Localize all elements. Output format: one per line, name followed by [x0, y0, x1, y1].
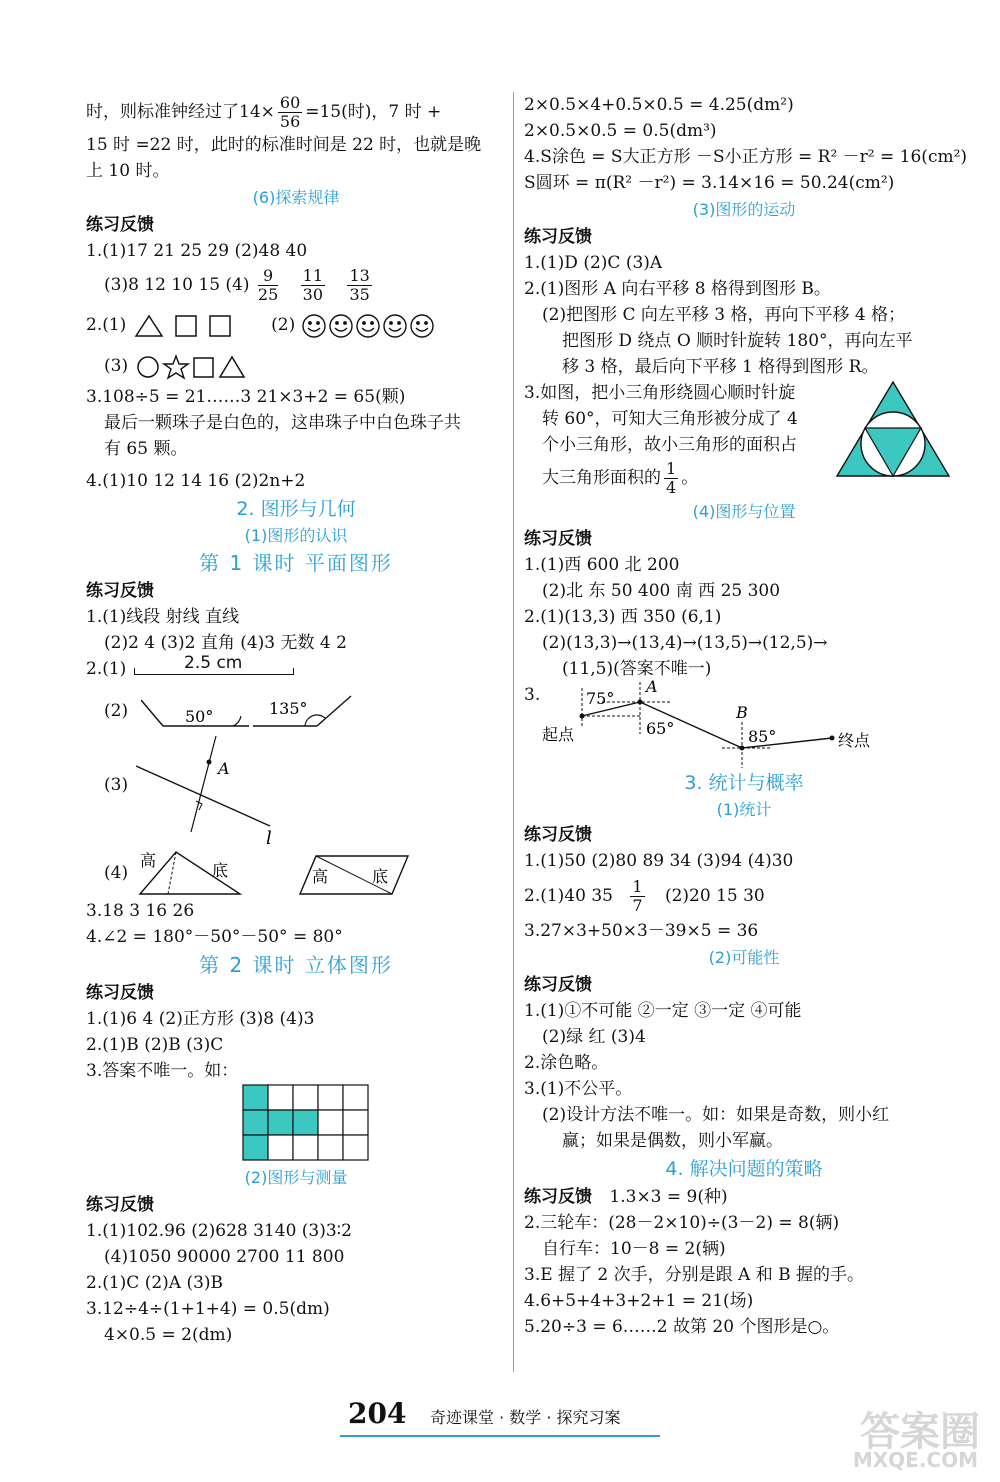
fraction [278, 94, 302, 131]
answer-line: 3.27×3+50×3－39×5 = 36 [524, 921, 759, 941]
point-a [638, 700, 643, 705]
answer-line: 把图形 D 绕点 O 顺时针旋转 180°，再向左平 [562, 331, 913, 351]
angle-label: 75° [586, 689, 615, 708]
section-heading: (2)图形与测量 [244, 1168, 348, 1187]
answer-line: 最后一颗珠子是白色的，这串珠子中白色珠子共 [104, 413, 461, 433]
height-line [168, 852, 176, 894]
answer-line: S圆环 = π(R² －r²) = 3.14×16 = 50.24(cm²) [524, 173, 895, 193]
smiley-icon [330, 315, 352, 337]
answer-line: 4.6+5+4+3+2+1 = 21(场) [524, 1291, 754, 1311]
answer-line: 2×0.5×4+0.5×0.5 = 4.25(dm²) [524, 95, 794, 115]
angle-figures [141, 692, 381, 736]
answer-line: (2)绿 红 (3)4 [542, 1027, 646, 1047]
point-label: B [736, 703, 748, 722]
cube-net-grid [242, 1084, 372, 1162]
chapter-heading: 3. 统计与概率 [684, 772, 804, 794]
answer-line: 4.∠2 = 180°－50°－50° = 80° [86, 927, 343, 947]
text: (2) [271, 315, 296, 335]
angle-arc [305, 715, 325, 726]
answer-line: 1.(1)D (2)C (3)A [524, 253, 663, 273]
point-b [740, 746, 745, 751]
text: (3) [104, 775, 129, 795]
column-divider [513, 92, 514, 1372]
point-label: A [218, 759, 230, 778]
route-map-figure [542, 678, 902, 768]
feedback-label: 练习反馈 [524, 825, 592, 845]
rotation-answer [524, 380, 964, 498]
point-a [207, 760, 212, 765]
fraction-numerator: 9 [258, 267, 278, 286]
page-number: 204 [348, 1397, 407, 1430]
smiley-icon [357, 315, 379, 337]
text: =15(时)，7 时 + [305, 102, 442, 122]
answer-line: 有 65 颗。 [104, 439, 188, 459]
grid-cell [343, 1085, 368, 1110]
grid-cell-filled [293, 1110, 318, 1135]
answer-line [524, 678, 964, 768]
triangle-shape [136, 316, 162, 336]
text: 1.3×3 = 9(种) [609, 1187, 728, 1207]
star-shape [164, 356, 188, 378]
perpendicular-figure [136, 736, 376, 846]
start-point [580, 714, 585, 719]
text: 3. [524, 685, 541, 705]
triangle-circle-figure [834, 378, 952, 480]
fraction-denominator: 4 [666, 478, 677, 497]
segment-figure [134, 652, 294, 680]
right-column [524, 92, 968, 1340]
answer-line: 3.18 3 16 26 [86, 901, 195, 921]
circle-shape [138, 357, 158, 377]
grid-cell [318, 1135, 343, 1160]
answer-line: 1.(1)①不可能 ②一定 ③一定 ④可能 [524, 1001, 802, 1021]
smiley-faces [301, 312, 441, 340]
answer-line: 2×0.5×0.5 = 0.5(dm³) [524, 121, 717, 141]
angle-label: 135° [269, 699, 308, 718]
answer-line [524, 874, 964, 918]
feedback-label: 练习反馈 [524, 227, 592, 247]
segment-endpoint [134, 668, 135, 675]
grid-cell [293, 1135, 318, 1160]
end-label: 终点 [838, 731, 871, 750]
answer-line: 2.(1)(13,3) 西 350 (6,1) [524, 607, 722, 627]
feedback-label: 练习反馈 [86, 215, 154, 235]
fraction-denominator: 25 [257, 285, 279, 304]
shapes-triangle-square-square [132, 313, 252, 339]
feedback-label: 练习反馈 [524, 1187, 592, 1207]
fraction-denominator: 7 [632, 896, 643, 915]
grid-cell [268, 1085, 293, 1110]
page-footer [330, 1395, 670, 1435]
answer-line [524, 1184, 964, 1210]
answer-line: 3.12÷4÷(1+1+4) = 0.5(dm) [86, 1299, 330, 1319]
answer-line [86, 348, 506, 384]
grid-cell [318, 1085, 343, 1110]
angle-label: 65° [646, 719, 675, 738]
answer-line: 1.(1)线段 射线 直线 [86, 607, 240, 627]
answer-line: 上 10 时。 [86, 161, 170, 181]
shapes-circle-star-square-triangle [134, 354, 254, 380]
answer-line: 4.S涂色 = S大正方形 －S小正方形 = R² －r² = 16(cm²) [524, 147, 968, 167]
answer-line: 2.(1)C (2)A (3)B [86, 1273, 224, 1293]
segment-line [134, 674, 294, 675]
answer-line: (2)设计方法不唯一。如：如果是奇数，则小红 [542, 1105, 890, 1125]
text: (3) [104, 356, 129, 376]
base-label: 底 [372, 867, 389, 886]
lesson-heading: 第 1 课时 平面图形 [199, 551, 393, 575]
base-label: 底 [212, 861, 229, 880]
section-heading: (6)探索规律 [252, 188, 340, 207]
answer-line [86, 653, 506, 692]
fraction [630, 878, 644, 915]
fraction [664, 460, 678, 497]
fraction-numerator: 11 [302, 266, 324, 285]
feedback-label: 练习反馈 [524, 975, 592, 995]
fraction [258, 267, 278, 304]
fraction-denominator: 30 [302, 285, 324, 304]
feedback-label: 练习反馈 [524, 529, 592, 549]
grid-cell [343, 1135, 368, 1160]
grid-cell [293, 1085, 318, 1110]
fraction-numerator: 13 [349, 266, 370, 285]
angle-ray [141, 700, 163, 726]
answer-line: (4)1050 90000 2700 11 800 [104, 1247, 345, 1267]
answer-line: 1.(1)50 (2)80 89 34 (3)94 (4)30 [524, 851, 794, 871]
answer-line: 1.(1)西 600 北 200 [524, 555, 680, 575]
answer-line: 2.涂色略。 [524, 1053, 609, 1073]
answer-line: 转 60°，可知大三角形被分成了 4 [542, 409, 798, 429]
answer-line: 自行车：10－8 = 2(辆) [542, 1239, 726, 1259]
answer-line: 3.(1)不公平。 [524, 1079, 633, 1099]
perpendicular-line [191, 736, 216, 832]
watermark-url: MXQE.COM [852, 1448, 978, 1472]
footer-rule [340, 1435, 660, 1437]
answer-line: 3.如图，把小三角形绕圆心顺时针旋 [524, 383, 796, 403]
smiley-icon [303, 315, 325, 337]
text: 2.(1)40 35 [524, 886, 613, 906]
end-point [830, 736, 835, 741]
square-shape [210, 316, 230, 336]
chapter-heading: 2. 图形与几何 [236, 498, 356, 520]
section-heading: (1)统计 [716, 800, 772, 819]
text: 大三角形面积的 [542, 468, 661, 488]
start-label: 起点 [542, 725, 575, 744]
answer-line: 移 3 格，最后向下平移 1 格得到图形 R。 [562, 357, 879, 377]
smiley-icon [411, 315, 433, 337]
fraction-denominator: 56 [279, 112, 301, 131]
watermark-logo [818, 1400, 988, 1478]
grid-cell [343, 1110, 368, 1135]
answer-line [86, 92, 506, 132]
fraction-numerator: 60 [279, 93, 301, 112]
angle-arc [233, 716, 241, 726]
answer-line: 3.108÷5 = 21……3 21×3+2 = 65(颗) [86, 387, 406, 407]
square-shape [194, 358, 213, 377]
answer-line: 5.20÷3 = 6……2 故第 20 个图形是○。 [524, 1317, 840, 1337]
grid-cell-filled [243, 1110, 268, 1135]
answer-line: 赢；如果是偶数，则小军赢。 [562, 1131, 783, 1151]
segment-length-label: 2.5 cm [184, 653, 243, 673]
answer-line: 4.(1)10 12 14 16 (2)2n+2 [86, 471, 306, 491]
section-heading: (1)图形的认识 [244, 526, 348, 545]
answer-line: 2.(1)B (2)B (3)C [86, 1035, 224, 1055]
text: 。 [681, 468, 699, 488]
angle-label: 85° [748, 727, 777, 746]
answer-line: 4×0.5 = 2(dm) [104, 1325, 233, 1345]
grid-cell-filled [243, 1135, 268, 1160]
fraction-numerator: 1 [632, 877, 643, 896]
answer-line: 3.答案不唯一。如： [86, 1061, 239, 1081]
answer-line: 个小三角形，故小三角形的面积占 [542, 435, 797, 455]
answer-line: 1.(1)6 4 (2)正方形 (3)8 (4)3 [86, 1009, 315, 1029]
fraction [301, 267, 325, 304]
height-label: 高 [312, 867, 329, 886]
book-title: 奇迹课堂 · 数学 · 探究习案 [430, 1408, 621, 1427]
angle-ray [317, 696, 351, 726]
text: 2.(1) [86, 659, 127, 679]
section-heading: (3)图形的运动 [692, 200, 796, 219]
answer-line: (2)北 东 50 400 南 西 25 300 [542, 581, 781, 601]
section-heading: (4)图形与位置 [692, 502, 796, 521]
square-shape [176, 316, 196, 336]
grid-cell-filled [268, 1110, 293, 1135]
text: (2) [104, 701, 129, 721]
segment-endpoint [293, 668, 294, 675]
fraction-denominator: 35 [349, 285, 370, 304]
text: (2)20 15 30 [664, 886, 765, 906]
answer-line [86, 306, 506, 344]
answer-line: 3.E 握了 2 次手，分别是跟 A 和 B 握的手。 [524, 1265, 865, 1285]
text: (4) [104, 863, 129, 883]
lesson-heading: 第 2 课时 立体图形 [199, 953, 393, 977]
answer-line [86, 846, 506, 898]
height-figures [130, 846, 430, 898]
smiley-icon [384, 315, 406, 337]
grid-cell-filled [243, 1085, 268, 1110]
line-l [136, 766, 270, 826]
grid-figure [86, 1084, 506, 1164]
answer-line: (2)把图形 C 向左平移 3 格，再向下平移 4 格； [542, 305, 906, 325]
answer-line [86, 736, 506, 846]
text: 2.(1) [86, 315, 127, 335]
answer-line: 1.(1)17 21 25 29 (2)48 40 [86, 241, 308, 261]
fraction [347, 267, 371, 304]
answer-line [86, 264, 506, 306]
angle-label: 50° [185, 707, 214, 726]
fraction-numerator: 1 [666, 459, 677, 478]
text: 时，则标准钟经过了14× [86, 102, 275, 122]
text: (3)8 12 10 15 (4) [104, 275, 250, 295]
triangle-shape [220, 357, 244, 377]
grid-cell [268, 1135, 293, 1160]
section-heading: (2)可能性 [708, 948, 780, 967]
answer-line: (2)(13,3)→(13,4)→(13,5)→(12,5)→ [542, 633, 828, 653]
answer-line: (11,5)(答案不唯一) [562, 659, 712, 679]
answer-line: 2.三轮车：(28－2×10)÷(3－2) = 8(辆) [524, 1213, 840, 1233]
feedback-label: 练习反馈 [86, 983, 154, 1003]
feedback-label: 练习反馈 [86, 1195, 154, 1215]
grid-cell [318, 1110, 343, 1135]
answer-line: 2.(1)图形 A 向右平移 8 格得到图形 B。 [524, 279, 831, 299]
chapter-heading: 4. 解决问题的策略 [665, 1158, 823, 1180]
answer-line: 15 时 =22 时，此时的标准时间是 22 时，也就是晚 [86, 135, 482, 155]
point-label: A [646, 678, 658, 696]
answer-line: 1.(1)102.96 (2)628 3140 (3)3∶2 [86, 1221, 352, 1241]
left-column [86, 92, 506, 1348]
line-label: l [266, 828, 272, 846]
answer-line [86, 692, 506, 736]
watermark-text: 答案圈 [860, 1409, 980, 1455]
answer-line: (2)2 4 (3)2 直角 (4)3 无数 4 2 [104, 633, 347, 653]
feedback-label: 练习反馈 [86, 581, 154, 601]
height-label: 高 [140, 851, 157, 870]
